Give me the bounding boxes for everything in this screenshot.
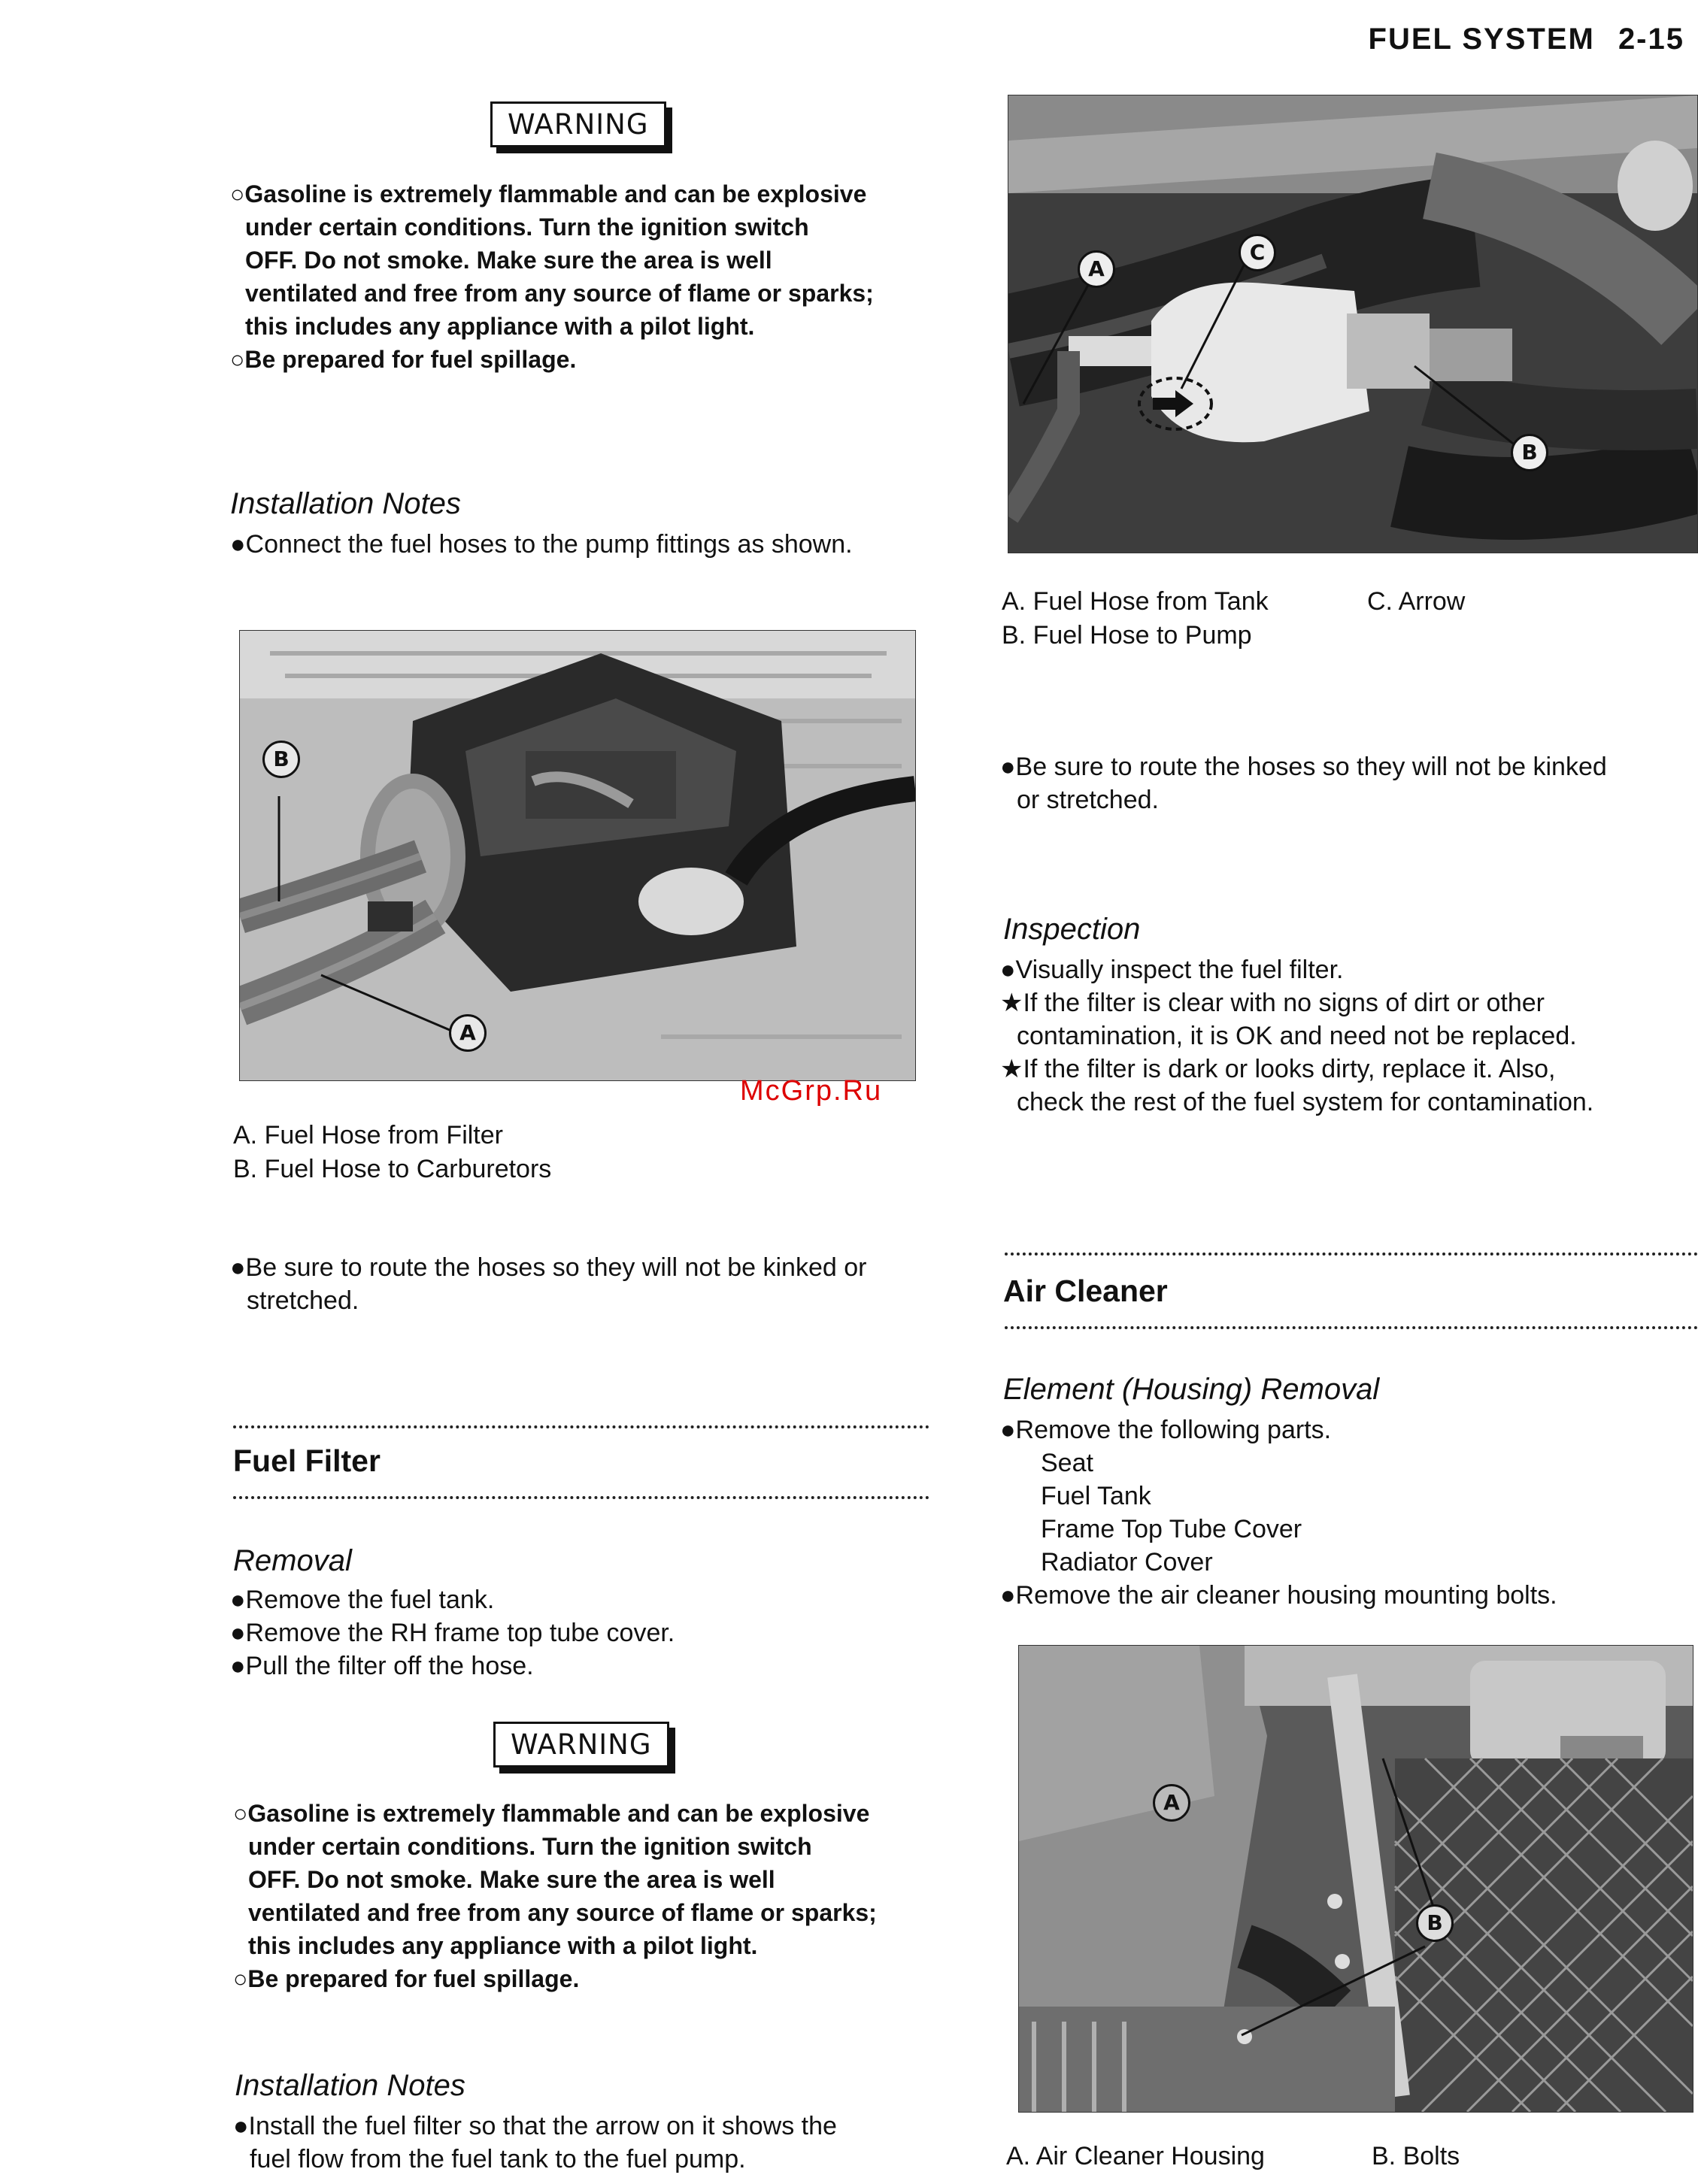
part-item: Frame Top Tube Cover [1041, 1515, 1302, 1543]
warning-line: ○Be prepared for fuel spillage. [230, 346, 577, 373]
caption-c: C. Arrow [1367, 587, 1466, 616]
section-divider [1005, 1326, 1698, 1329]
warning-text [233, 1797, 920, 1995]
route-note-line: stretched. [247, 1286, 359, 1315]
warning-line: OFF. Do not smoke. Make sure the area is well [245, 247, 772, 274]
installation-step [233, 2110, 929, 2176]
warning-text [230, 177, 917, 376]
caption-a: A. Fuel Hose from Filter [233, 1121, 503, 1150]
callout-a-marker: A [1078, 250, 1115, 288]
caption-b: B. Bolts [1372, 2142, 1460, 2170]
photo-caption [233, 1119, 551, 1186]
watermark: McGrp.Ru [740, 1075, 883, 1107]
fuel-filter-photo [1008, 95, 1698, 553]
installation-notes-heading: Installation Notes [235, 2069, 465, 2102]
part-item: Radiator Cover [1041, 1548, 1213, 1577]
callout-b-marker: B [1511, 434, 1548, 471]
section-divider [233, 1425, 929, 1428]
warning-label: WARNING [490, 101, 666, 147]
page-header [1369, 23, 1684, 56]
warning-line: this includes any appliance with a pilot light. [248, 1932, 758, 1959]
removal-step: ●Remove the RH frame top tube cover. [230, 1619, 675, 1647]
removal-step: ●Remove the fuel tank. [230, 1586, 495, 1614]
warning-line: ○Gasoline is extremely flammable and can be explosive [233, 1800, 870, 1827]
callout-a-marker: A [1153, 1784, 1190, 1822]
callout-b-marker: B [1416, 1904, 1454, 1942]
element-removal-steps [1000, 1413, 1557, 1612]
inspection-steps [1000, 953, 1692, 1119]
route-note [230, 1251, 922, 1317]
warning-line: OFF. Do not smoke. Make sure the area is well [248, 1866, 775, 1893]
callout-a-marker: A [449, 1014, 487, 1052]
removal-step: ●Remove the following parts. [1000, 1416, 1332, 1444]
installation-line: fuel flow from the fuel tank to the fuel pump. [250, 2145, 746, 2173]
warning-line: ventilated and free from any source of flame or sparks; [245, 280, 874, 307]
caption-b: B. Fuel Hose to Pump [1002, 621, 1252, 650]
removal-step: ●Pull the filter off the hose. [230, 1652, 534, 1680]
warning-line: ○Gasoline is extremely flammable and can be explosive [230, 180, 867, 207]
fuel-pump-photo [239, 630, 916, 1081]
fuel-filter-title: Fuel Filter [233, 1443, 381, 1478]
route-note-line: or stretched. [1017, 786, 1159, 814]
section-divider [1005, 1253, 1698, 1256]
inspection-line: contamination, it is OK and need not be replaced. [1017, 1022, 1577, 1050]
removal-heading: Removal [233, 1544, 352, 1577]
installation-step: ●Connect the fuel hoses to the pump fittings as shown. [230, 530, 853, 559]
inspection-heading: Inspection [1003, 913, 1141, 946]
warning-line: ○Be prepared for fuel spillage. [233, 1965, 580, 1992]
caption-a: A. Fuel Hose from Tank [1002, 587, 1269, 616]
inspection-line: ●Visually inspect the fuel filter. [1000, 956, 1344, 984]
section-divider [233, 1496, 929, 1499]
warning-line: ventilated and free from any source of flame or sparks; [248, 1899, 877, 1926]
installation-notes-heading: Installation Notes [230, 487, 461, 520]
element-removal-heading: Element (Housing) Removal [1003, 1373, 1380, 1406]
route-note [1000, 750, 1692, 816]
callout-b-marker: B [262, 741, 300, 778]
warning-label: WARNING [493, 1722, 669, 1767]
route-note-line: ●Be sure to route the hoses so they will not be kinked [1000, 753, 1607, 781]
inspection-line: ★If the filter is dark or looks dirty, replace it. Also, [1000, 1055, 1556, 1083]
section-title: FUEL SYSTEM [1368, 23, 1595, 56]
warning-line: this includes any appliance with a pilot light. [245, 313, 755, 340]
installation-line: ●Install the fuel filter so that the arrow on it shows the [233, 2112, 837, 2140]
page-number: 2-15 [1618, 23, 1684, 56]
caption-a: A. Air Cleaner Housing [1006, 2142, 1265, 2170]
removal-step: ●Remove the air cleaner housing mounting bolts. [1000, 1581, 1557, 1610]
warning-line: under certain conditions. Turn the ignition switch [248, 1833, 812, 1860]
removal-steps [230, 1583, 675, 1683]
warning-line: under certain conditions. Turn the ignition switch [245, 214, 809, 241]
part-item: Fuel Tank [1041, 1482, 1151, 1510]
air-cleaner-title: Air Cleaner [1003, 1274, 1168, 1308]
part-item: Seat [1041, 1449, 1093, 1477]
air-cleaner-photo [1018, 1645, 1693, 2113]
inspection-line: check the rest of the fuel system for contamination. [1017, 1088, 1594, 1116]
photo-caption [1002, 585, 1269, 653]
route-note-line: ●Be sure to route the hoses so they will not be kinked or [230, 1253, 867, 1282]
inspection-line: ★If the filter is clear with no signs of dirt or other [1000, 989, 1545, 1017]
callout-c-marker: C [1239, 234, 1276, 271]
caption-b: B. Fuel Hose to Carburetors [233, 1155, 552, 1183]
